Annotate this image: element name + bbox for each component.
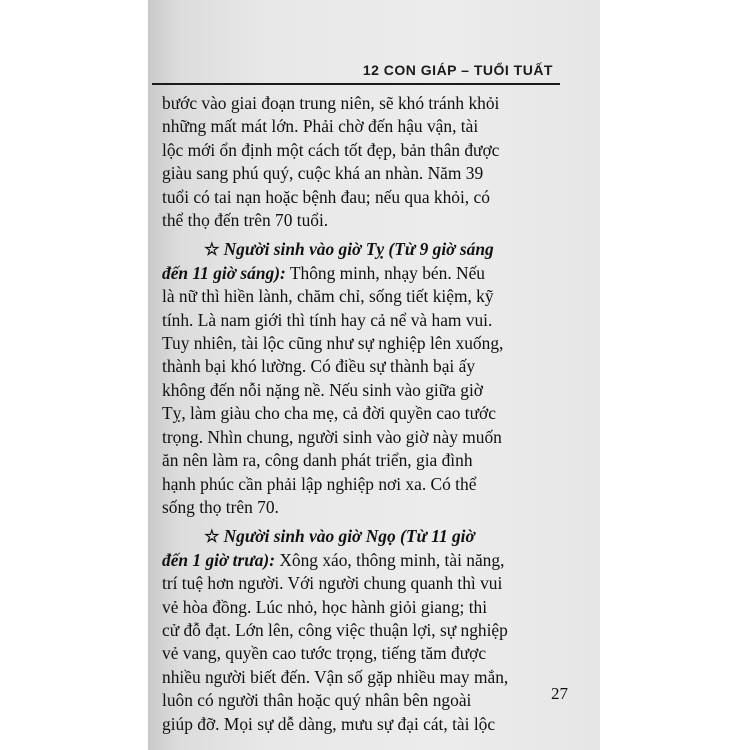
- text-line: thể thọ đến trên 70 tuổi.: [162, 210, 329, 231]
- text-line: nhiều người biết đến. Vận số gặp nhiều may mắn,: [162, 666, 509, 687]
- section-heading: Người sinh vào giờ Ngọ (Từ 11 giờ: [223, 526, 475, 547]
- text-line: lộc mới ổn định một cách tốt đẹp, bản thân được: [162, 139, 500, 160]
- text-line: trọng. Nhìn chung, người sinh vào giờ này muốn: [162, 426, 502, 447]
- text-line: ăn nên làm ra, công danh phát triển, gia đình: [162, 450, 473, 471]
- text-line: vẻ hòa đồng. Lúc nhỏ, học hành giỏi giang; thi: [162, 596, 488, 617]
- text-line: giàu sang phú quý, cuộc khá an nhàn. Năm 39: [162, 163, 484, 184]
- text-line: thành bại khó lường. Có điều sự thành bại ấy: [162, 356, 476, 377]
- text-line: hạnh phúc cần phải lập nghiệp nơi xa. Có thể: [162, 473, 477, 494]
- text-line: Thông minh, nhạy bén. Nếu: [285, 262, 486, 283]
- section-heading: đến 11 giờ sáng):: [162, 262, 286, 283]
- text-line: Tuy nhiên, tài lộc cũng như sự nghiệp lên xuống,: [162, 333, 504, 354]
- text-line: luôn có người thân hoặc quý nhân bên ngoài: [162, 690, 472, 711]
- text-line: bước vào giai đoạn trung niên, sẽ khó tránh khỏi: [162, 93, 500, 113]
- section-gio-ngo: [162, 525, 560, 736]
- text-line: những mất mát lớn. Phải chờ đến hậu vận, tài: [162, 116, 479, 137]
- section-heading: Người sinh vào giờ Tỵ (Từ 9 giờ sáng: [223, 239, 494, 260]
- star-icon: ☆: [204, 526, 220, 547]
- header-rule: [152, 83, 560, 85]
- text-line: giúp đỡ. Mọi sự dễ dàng, mưu sự đại cát, tài lộc: [162, 713, 496, 734]
- text-line: cử đỗ đạt. Lớn lên, công việc thuận lợi, sự nghiệp: [162, 619, 508, 640]
- text-line: không đến nỗi nặng nề. Nếu sinh vào giữa giờ: [162, 379, 483, 400]
- text-line: tính. Là nam giới thì tính hay cả nể và ham vui.: [162, 309, 493, 330]
- text-line: trí tuệ hơn người. Với người chung quanh thì vui: [162, 573, 503, 594]
- text-line: vẻ vang, quyền cao tước trọng, tiếng tăm được: [162, 643, 487, 664]
- star-icon: ☆: [204, 239, 220, 260]
- running-head: 12 CON GIÁP – TUỔI TUẤT: [362, 62, 553, 78]
- paragraph-continued: [162, 92, 560, 232]
- text-line: Xông xáo, thông minh, tài năng,: [274, 549, 505, 570]
- text-line: sống thọ trên 70.: [162, 496, 279, 517]
- section-gio-ty: [162, 238, 560, 519]
- page-body: [162, 92, 560, 736]
- text-line: Tỵ, làm giàu cho cha mẹ, cả đời quyền cao tước: [162, 403, 496, 424]
- page-number: 27: [551, 684, 568, 703]
- section-heading: đến 1 giờ trưa):: [162, 549, 275, 570]
- text-line: là nữ thì hiền lành, chăm chỉ, sống tiết kiệm, kỹ: [162, 286, 494, 307]
- text-line: tuổi có tai nạn hoặc bệnh đau; nếu qua khỏi, có: [162, 186, 490, 207]
- book-page: [148, 0, 600, 750]
